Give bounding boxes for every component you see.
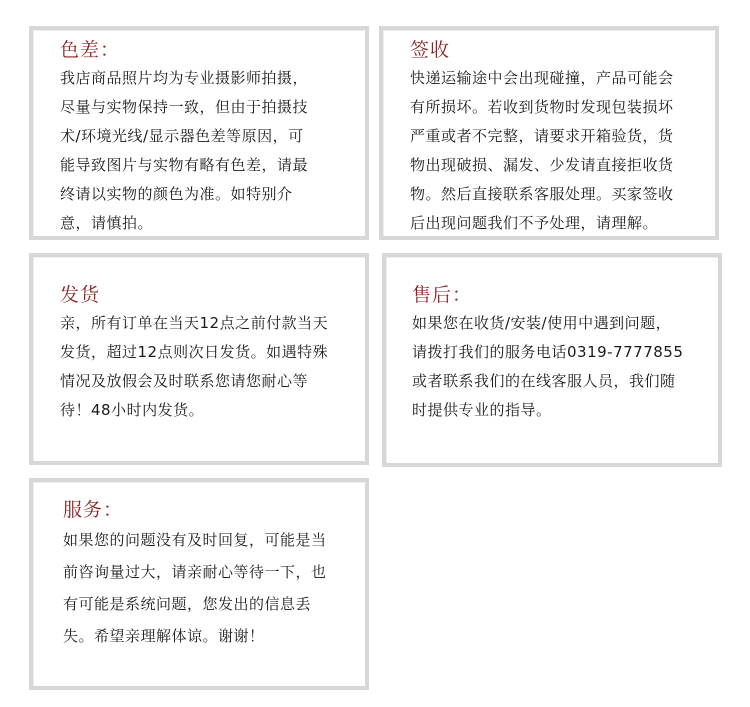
text-line: 有可能是系统问题，您发出的信息丢	[63, 595, 312, 613]
text-line: 终请以实物的颜色为准。如特别介	[60, 185, 293, 203]
text-line: 严重或者不完整，请要求开箱验货，货	[410, 127, 674, 145]
text-line: 时提供专业的指导。	[412, 401, 552, 419]
text-line: 失。希望亲理解体谅。谢谢！	[63, 627, 265, 645]
color-difference-text	[60, 64, 308, 238]
after-sales-text	[412, 309, 683, 425]
color-difference-card	[29, 26, 369, 240]
text-line: 亲，所有订单在当天12点之前付款当天	[60, 314, 329, 332]
service-text	[63, 524, 327, 652]
text-line: 前咨询量过大，请亲耐心等待一下，也	[63, 563, 327, 581]
text-line: 有所损坏。若收到货物时发现包装损坏	[410, 98, 674, 116]
signing-card	[379, 26, 719, 240]
service-card	[29, 478, 369, 690]
text-line: 尽量与实物保持一致，但由于拍摄技	[60, 98, 309, 116]
text-line: 意，请慎拍。	[60, 214, 154, 232]
shipping-card	[29, 253, 369, 465]
text-line: 如果您在收货/安装/使用中遇到问题，	[412, 314, 672, 332]
color-difference-title: 色差：	[60, 39, 121, 61]
service-title: 服务：	[63, 499, 124, 521]
text-line: 我店商品照片均为专业摄影师拍摄，	[60, 69, 309, 87]
shipping-text	[60, 309, 328, 425]
shipping-title: 发货	[60, 284, 101, 306]
text-line: 物出现破损、漏发、少发请直接拒收货	[410, 156, 674, 174]
signing-text	[410, 64, 674, 238]
text-line: 发货，超过12点则次日发货。如遇特殊	[60, 343, 329, 361]
text-line: 后出现问题我们不予处理，请理解。	[410, 214, 659, 232]
text-line: 能导致图片与实物有略有色差，请最	[60, 156, 309, 174]
text-line: 请拨打我们的服务电话0319-7777855	[412, 343, 684, 361]
text-line: 物。然后直接联系客服处理。买家签收	[410, 185, 674, 203]
text-line: 待！48小时内发货。	[60, 401, 205, 419]
text-line: 术/环境光线/显示器色差等原因，可	[60, 127, 304, 145]
text-line: 情况及放假会及时联系您请您耐心等	[60, 372, 309, 390]
text-line: 快递运输途中会出现碰撞，产品可能会	[410, 69, 674, 87]
text-line: 或者联系我们的在线客服人员，我们随	[412, 372, 676, 390]
text-line: 如果您的问题没有及时回复，可能是当	[63, 531, 327, 549]
after-sales-card	[382, 253, 722, 467]
after-sales-title: 售后：	[412, 284, 473, 306]
signing-title: 签收	[410, 39, 451, 61]
